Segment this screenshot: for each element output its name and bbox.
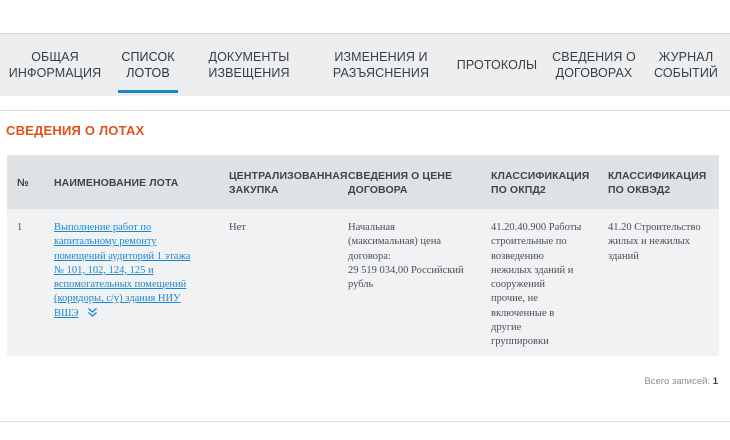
total-label: Всего записей: <box>644 376 711 387</box>
cell-price: Начальная (максимальная) цена договора: 29 519 034,00 Российский рубль <box>348 222 464 291</box>
lots-table <box>7 155 719 356</box>
header-price: СВЕДЕНИЯ О ЦЕНЕ ДОГОВОРА <box>348 170 453 196</box>
total-records <box>644 376 718 387</box>
tab-contracts-info[interactable]: СВЕДЕНИЯ О ДОГОВОРАХ <box>552 50 636 80</box>
cell-lot-name <box>54 221 224 321</box>
tab-general-info[interactable]: ОБЩАЯ ИНФОРМАЦИЯ <box>8 50 102 80</box>
cell-okpd2: 41.20.40.900 Работы строительные по возведению нежилых зданий и сооружений прочие, не включенные в другие группировки <box>491 222 582 348</box>
tab-notice-documents[interactable]: ДОКУМЕНТЫ ИЗВЕЩЕНИЯ <box>208 50 290 80</box>
lot-name-link[interactable]: Выполнение работ по капитальному ремонту помещений аудиторий 1 этажа № 101, 102, 124, 125 и вспомогательных помещений (коридоры, с/у) здания НИУ ВШЭ <box>54 222 191 319</box>
header-centralized: ЦЕНТРАЛИЗОВАННАЯ ЗАКУПКА <box>229 170 348 196</box>
tab-lot-list[interactable]: СПИСОК ЛОТОВ <box>118 34 178 96</box>
cell-centralized: Нет <box>229 222 246 233</box>
header-okpd2: КЛАССИФИКАЦИЯ ПО ОКПД2 <box>491 170 590 196</box>
tab-event-log[interactable]: ЖУРНАЛ СОБЫТИЙ <box>653 50 719 80</box>
tab-changes-clarifications[interactable]: ИЗМЕНЕНИЯ И РАЗЪЯСНЕНИЯ <box>332 50 430 80</box>
table-header <box>7 155 719 209</box>
cell-okved2: 41.20 Строительство жилых и нежилых зданий <box>608 222 701 262</box>
tab-bar <box>0 33 730 96</box>
chevron-double-down-icon[interactable] <box>87 307 98 321</box>
divider <box>0 421 730 422</box>
header-num: № <box>17 177 29 189</box>
cell-num: 1 <box>17 222 23 233</box>
divider <box>0 110 730 111</box>
tab-protocols[interactable]: ПРОТОКОЛЫ <box>456 58 538 72</box>
total-value: 1 <box>712 376 718 387</box>
header-lot-name: НАИМЕНОВАНИЕ ЛОТА <box>54 177 179 189</box>
header-okved2: КЛАССИФИКАЦИЯ ПО ОКВЭД2 <box>608 170 707 196</box>
active-tab-indicator <box>118 90 178 93</box>
section-title: СВЕДЕНИЯ О ЛОТАХ <box>6 123 145 138</box>
